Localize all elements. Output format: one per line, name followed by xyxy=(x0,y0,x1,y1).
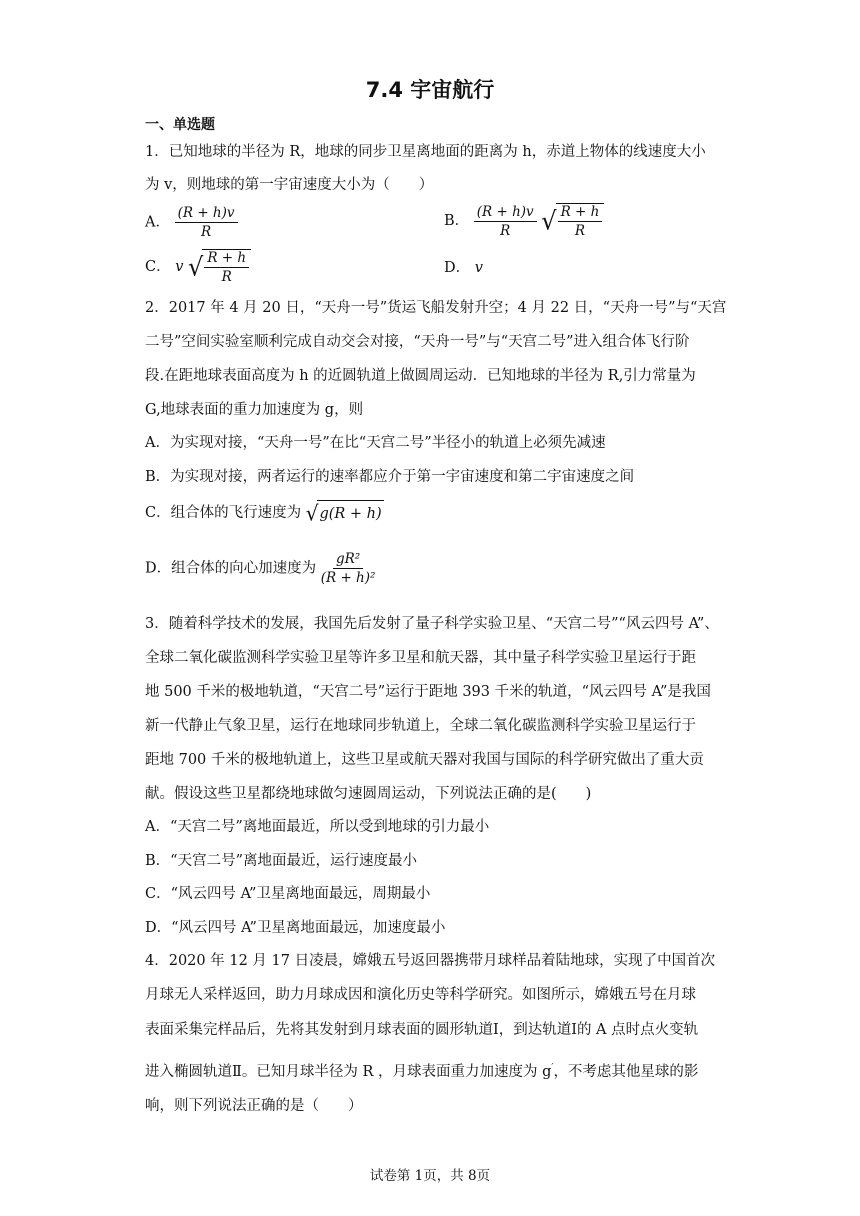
q4-line-5: 响，则下列说法正确的是（ ） xyxy=(145,1098,363,1114)
radicand-denominator: R xyxy=(574,223,586,239)
q2-line-1: 2．2017 年 4 月 20 日，“天舟一号”货运飞船发射升空；4 月 22 日，“天舟一号”与“天宫 xyxy=(145,300,727,316)
sqrt-icon: √ $\frac{R + h}{R}$ xyxy=(541,203,604,239)
radicand-numerator: R + h xyxy=(204,250,249,268)
q2-option-a[interactable]: A．为实现对接，“天舟一号”在比“天宫二号”半径小的轨道上必须先减速 xyxy=(145,435,606,451)
q3-line-1: 3．随着科学技术的发展，我国先后发射了量子科学实验卫星、“天宫二号”“风云四号 A”、 xyxy=(145,616,719,632)
radicand-numerator: R + h xyxy=(558,204,603,222)
q3-line-2: 全球二氧化碳监测科学实验卫星等许多卫星和航天器，其中量子科学实验卫星运行于距 xyxy=(145,650,696,666)
q1-line-2: 为 v，则地球的第一宇宙速度大小为（ ） xyxy=(145,177,434,193)
velocity-symbol: v xyxy=(474,260,483,276)
q2-option-d-text: D．组合体的向心加速度为 xyxy=(145,560,317,577)
q1-option-a[interactable] xyxy=(145,205,238,240)
fraction-numerator: (R + h)v xyxy=(175,205,238,223)
section-heading: 一、单选题 xyxy=(145,117,215,133)
q3-line-3: 地 500 千米的极地轨道，“天宫二号”运行于距地 393 千米的轨道，“风云四号 A”是我国 xyxy=(145,684,711,700)
page-footer: 试卷第 1页，共 8页 xyxy=(369,1168,491,1184)
page-title: 7.4 宇宙航行 xyxy=(365,78,495,102)
q1-line-1: 1．已知地球的半径为 R，地球的同步卫星离地面的距离为 h，赤道上物体的线速度大小 xyxy=(145,144,706,160)
sqrt-icon: √ $\frac{R + h}{R}$ xyxy=(188,249,251,285)
fraction-denominator: (R + h)² xyxy=(320,570,376,586)
q3-line-6: 献。假设这些卫星都绕地球做匀速圆周运动，下列说法正确的是( ) xyxy=(145,786,592,802)
velocity-symbol: v xyxy=(175,259,184,275)
q2-line-4: G,地球表面的重力加速度为 g，则 xyxy=(145,402,364,418)
q1-option-b-label: B． xyxy=(444,213,470,229)
q2-option-c[interactable] xyxy=(145,500,384,526)
radicand-denominator: R xyxy=(221,269,232,285)
acceleration-fraction xyxy=(321,551,376,586)
fraction-denominator: R xyxy=(200,224,212,240)
q3-option-d[interactable]: D．“风云四号 A”卫星离地面最远，加速度最小 xyxy=(145,920,446,936)
radicand: g(R + h) xyxy=(317,500,383,526)
q1-option-d[interactable] xyxy=(444,258,483,278)
fraction-denominator: R xyxy=(500,222,511,239)
sqrt-icon: √ g(R + h) xyxy=(305,500,382,526)
q3-line-4: 新一代静止气象卫星，运行在地球同步轨道上，全球二氧化碳监测科学实验卫星运行于 xyxy=(145,718,696,734)
q4-line-4 xyxy=(145,1058,698,1082)
q3-option-a[interactable]: A．“天宫二号”离地面最近，所以受到地球的引力最小 xyxy=(145,819,490,835)
q2-line-2: 二号”空间实验室顺利完成自动交会对接，“天舟一号”与“天宫二号”进入组合体飞行阶 xyxy=(145,334,690,350)
q1-option-b[interactable] xyxy=(444,203,604,239)
q2-option-b[interactable]: B．为实现对接，两者运行的速率都应介于第一宇宙速度和第二宇宙速度之间 xyxy=(145,469,635,485)
q4-line-3: 表面采集完样品后，先将其发射到月球表面的圆形轨道Ⅰ，到达轨道Ⅰ的 A 点时点火变轨 xyxy=(145,1022,699,1038)
q4-line-2: 月球无人采样返回，助力月球成因和演化历史等科学研究。如图所示，嫦娥五号在月球 xyxy=(145,987,696,1003)
q3-line-5: 距地 700 千米的极地轨道上，这些卫星或航天器对我国与国际的科学研究做出了重大贡 xyxy=(145,752,704,768)
fraction-numerator: (R + h)v xyxy=(474,204,537,222)
q2-line-3: 段.在距地球表面高度为 h 的近圆轨道上做圆周运动．已知地球的半径为 R,引力常量为 xyxy=(145,368,696,384)
fraction-numerator: gR² xyxy=(333,551,363,569)
q2-option-c-text: C．组合体的飞行速度为 xyxy=(145,505,302,521)
q1-option-a-label: A． xyxy=(145,214,170,231)
q1-option-b-fraction xyxy=(474,204,537,239)
q2-option-d[interactable] xyxy=(145,551,375,586)
q4-line-4-end: ，不考虑其他星球的影 xyxy=(553,1063,699,1080)
q3-option-b[interactable]: B．“天宫二号”离地面最近，运行速度最小 xyxy=(145,853,417,869)
q1-option-c[interactable] xyxy=(145,249,251,285)
q1-option-a-fraction xyxy=(175,205,238,240)
prime-mark: ′ xyxy=(551,1063,554,1073)
q4-line-4-start: 进入椭圆轨道Ⅱ。已知月球半径为 R ，月球表面重力加速度为 g xyxy=(145,1063,552,1080)
q1-option-d-label: D． xyxy=(444,260,471,276)
q3-option-c[interactable]: C．“风云四号 A”卫星离地面最远，周期最小 xyxy=(145,886,431,902)
q4-line-1: 4．2020 年 12 月 17 日凌晨，嫦娥五号返回器携带月球样品着陆地球，实现了中国首次 xyxy=(145,953,716,969)
q1-option-c-label: C． xyxy=(145,259,171,275)
